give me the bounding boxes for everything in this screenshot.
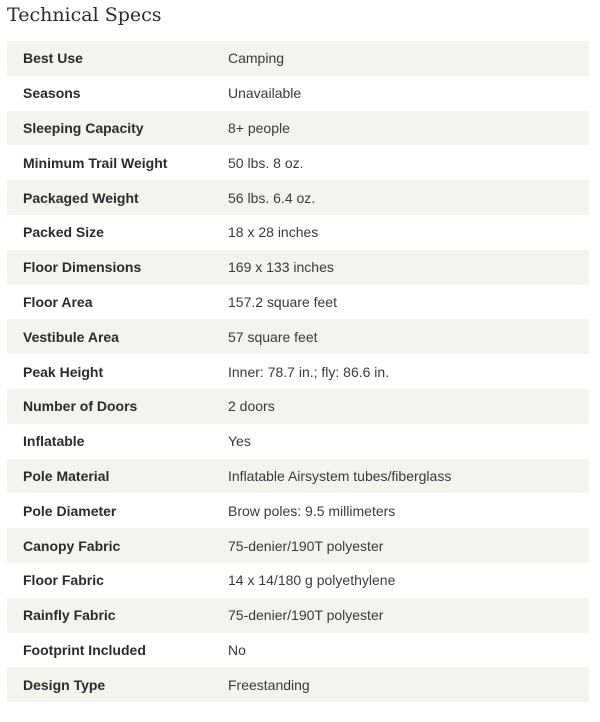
spec-label: Best Use <box>23 50 83 67</box>
spec-row <box>7 354 589 389</box>
spec-row <box>7 424 589 459</box>
spec-value: 57 square feet <box>228 328 318 345</box>
spec-label: Packaged Weight <box>23 189 139 206</box>
spec-label: Number of Doors <box>23 398 138 415</box>
spec-value: No <box>228 641 246 658</box>
spec-row <box>7 493 589 528</box>
spec-row <box>7 667 589 702</box>
spec-row <box>7 389 589 424</box>
spec-label: Peak Height <box>23 363 104 380</box>
spec-label: Inflatable <box>23 433 85 450</box>
spec-label: Pole Diameter <box>23 502 117 519</box>
spec-label: Packed Size <box>23 224 104 241</box>
spec-value: Camping <box>228 50 285 67</box>
spec-row <box>7 528 589 563</box>
spec-row <box>7 215 589 250</box>
spec-row <box>7 180 589 215</box>
spec-row <box>7 598 589 633</box>
spec-value: 18 x 28 inches <box>228 224 319 241</box>
spec-label: Rainfly Fabric <box>23 607 116 624</box>
spec-label: Pole Material <box>23 467 110 484</box>
spec-label: Footprint Included <box>23 641 146 658</box>
spec-label: Seasons <box>23 85 81 102</box>
specs-table <box>7 41 589 702</box>
spec-label: Vestibule Area <box>23 328 119 345</box>
spec-value: Unavailable <box>228 85 302 102</box>
specs-table-body <box>7 41 589 702</box>
spec-label: Canopy Fabric <box>23 537 121 554</box>
spec-row <box>7 76 589 111</box>
spec-label: Floor Fabric <box>23 572 104 589</box>
spec-row <box>7 250 589 285</box>
spec-row <box>7 41 589 76</box>
spec-value: 8+ people <box>228 119 290 136</box>
spec-value: Inflatable Airsystem tubes/fiberglass <box>228 467 452 484</box>
spec-label: Floor Area <box>23 293 93 310</box>
section-title: Technical Specs <box>7 4 162 26</box>
spec-label: Minimum Trail Weight <box>23 154 168 171</box>
spec-value: 75-denier/190T polyester <box>228 607 384 624</box>
spec-label: Design Type <box>23 676 106 693</box>
spec-value: Yes <box>228 433 251 450</box>
spec-row <box>7 145 589 180</box>
spec-value: 50 lbs. 8 oz. <box>228 154 304 171</box>
spec-row <box>7 111 589 146</box>
spec-value: 14 x 14/180 g polyethylene <box>228 572 396 589</box>
spec-value: Brow poles: 9.5 millimeters <box>228 502 396 519</box>
spec-row <box>7 563 589 598</box>
spec-row <box>7 319 589 354</box>
spec-value: 157.2 square feet <box>228 293 337 310</box>
spec-label: Floor Dimensions <box>23 259 142 276</box>
spec-value: 169 x 133 inches <box>228 259 334 276</box>
spec-value: Freestanding <box>228 676 310 693</box>
spec-value: 75-denier/190T polyester <box>228 537 384 554</box>
spec-value: 56 lbs. 6.4 oz. <box>228 189 316 206</box>
spec-row <box>7 633 589 668</box>
spec-row <box>7 459 589 494</box>
spec-row <box>7 285 589 320</box>
spec-label: Sleeping Capacity <box>23 119 144 136</box>
spec-value: Inner: 78.7 in.; fly: 86.6 in. <box>228 363 390 380</box>
spec-value: 2 doors <box>228 398 275 415</box>
